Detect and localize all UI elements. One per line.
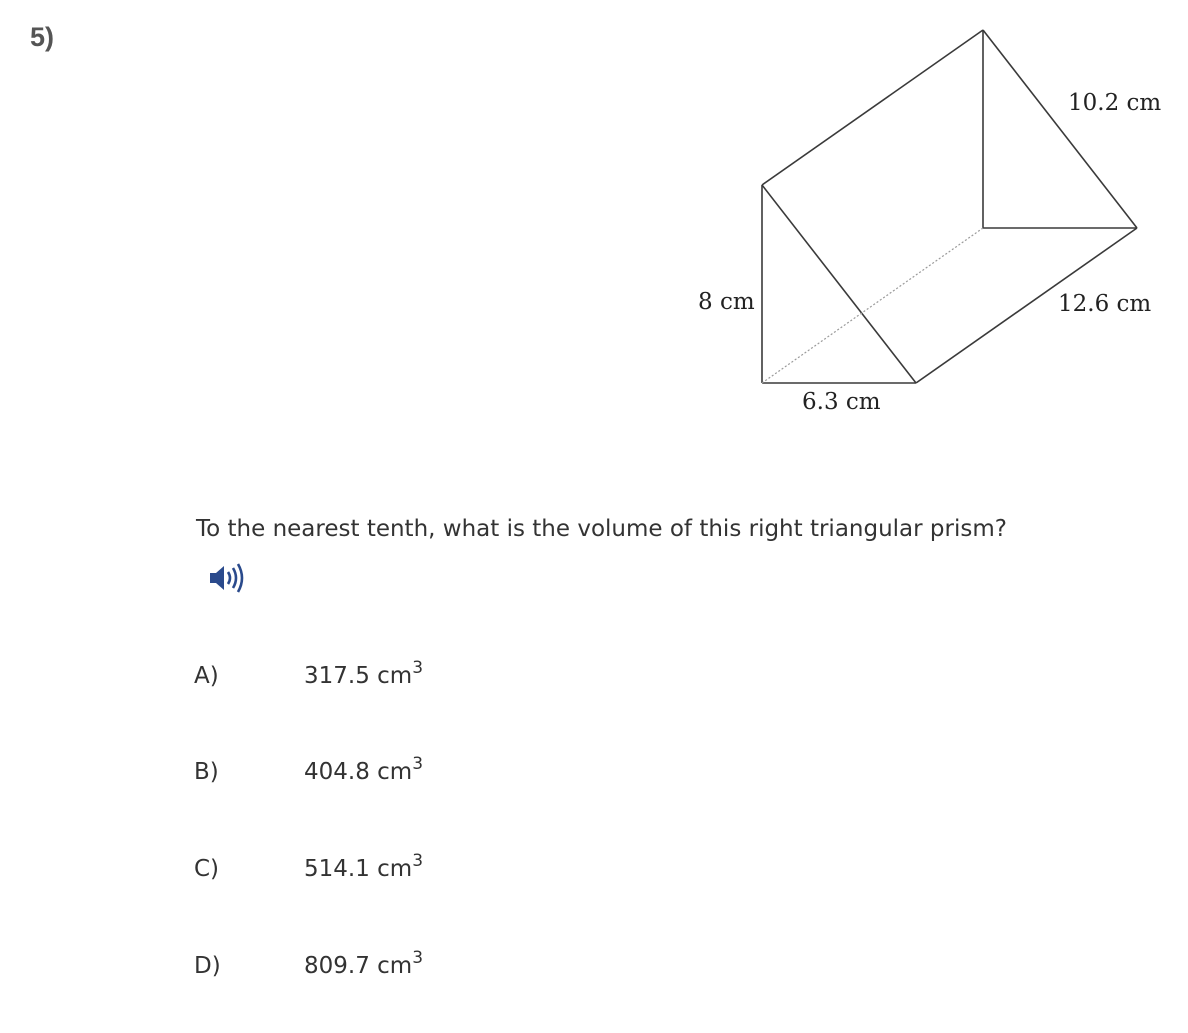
choice-a[interactable] bbox=[0, 658, 600, 703]
question-prompt: To the nearest tenth, what is the volume of this right triangular prism? bbox=[196, 516, 1007, 542]
prism-edge-top bbox=[762, 30, 983, 185]
choice-d[interactable] bbox=[0, 948, 600, 993]
choice-value: 317.5 $cm^3$ bbox=[304, 658, 424, 689]
label-length: 12.6 cm bbox=[1058, 291, 1152, 317]
label-base: 6.3 cm bbox=[802, 389, 881, 415]
choice-c[interactable] bbox=[0, 851, 600, 896]
choice-value: 809.7 $cm^3$ bbox=[304, 948, 424, 979]
choice-letter: A) bbox=[194, 663, 219, 689]
choice-letter: C) bbox=[194, 856, 220, 882]
choice-letter: D) bbox=[194, 953, 221, 979]
choice-letter: B) bbox=[194, 759, 219, 785]
choice-value: 514.1 $cm^3$ bbox=[304, 851, 424, 882]
question-number: 5) bbox=[30, 22, 55, 52]
prism-edge-front-hypotenuse bbox=[762, 185, 916, 383]
prism-figure bbox=[0, 0, 1188, 460]
label-height: 8 cm bbox=[698, 289, 755, 315]
choice-b[interactable] bbox=[0, 754, 600, 799]
choice-value: 404.8 $cm^3$ bbox=[304, 754, 424, 785]
prism-edge-back-hypotenuse bbox=[983, 30, 1137, 228]
label-hypotenuse: 10.2 cm bbox=[1068, 90, 1162, 116]
speaker-icon[interactable] bbox=[208, 561, 248, 595]
